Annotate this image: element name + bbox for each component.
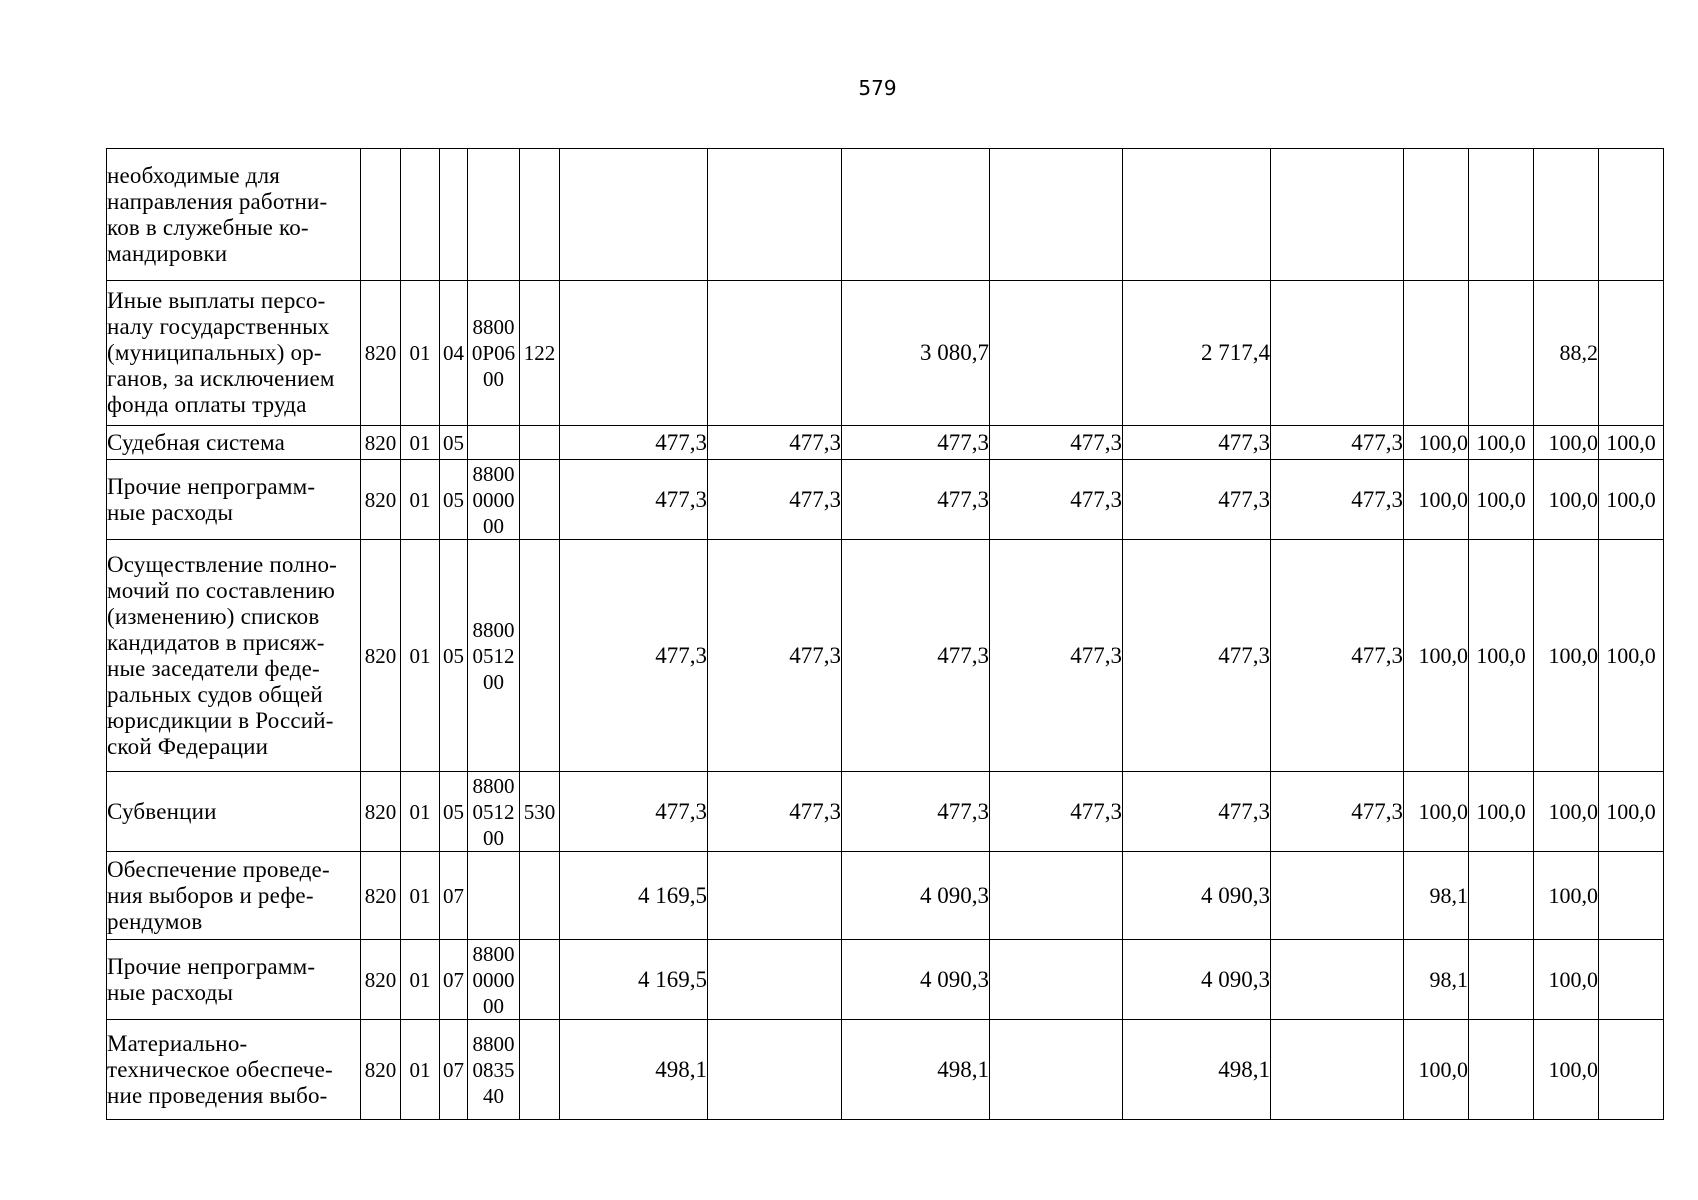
target-article-code-cell	[468, 149, 520, 281]
row-name-line: Прочие непрограмм-	[107, 473, 316, 499]
amount-cell-v5: 4 090,3	[1123, 852, 1271, 940]
amount-cell-v2: 477,3	[708, 772, 842, 852]
amount-cell-v1	[560, 281, 708, 426]
table-row	[107, 1020, 1664, 1120]
row-name-line: (муниципальных) ор-	[107, 340, 322, 365]
percent-cell-p4: 100,0	[1599, 426, 1664, 460]
target-article-code-line: 40	[483, 1083, 504, 1108]
amount-cell-v3: 477,3	[842, 460, 990, 540]
row-name-line: ков в служебные ко-	[107, 214, 309, 240]
section-code-cell: 01	[401, 852, 440, 940]
percent-cell-p1: 100,0	[1404, 772, 1469, 852]
table-body	[107, 149, 1664, 1120]
row-name-cell	[107, 772, 361, 852]
expense-type-code-cell	[520, 940, 560, 1020]
subsection-code-cell: 05	[440, 772, 468, 852]
expense-type-code-cell	[520, 460, 560, 540]
subsection-code-cell	[440, 149, 468, 281]
amount-cell-v5: 477,3	[1123, 772, 1271, 852]
percent-cell-p2	[1469, 149, 1534, 281]
row-name-line: ральных судов общей	[107, 681, 323, 707]
percent-cell-p1: 100,0	[1404, 1020, 1469, 1120]
row-name-line: налу государственных	[107, 314, 330, 339]
percent-cell-p2	[1469, 281, 1534, 426]
amount-cell-v3: 477,3	[842, 426, 990, 460]
target-article-code-line: 8800	[472, 461, 515, 486]
target-article-code-cell	[468, 281, 520, 426]
percent-cell-p4	[1599, 940, 1664, 1020]
grbs-code-cell	[361, 149, 401, 281]
target-article-code-line: 8800	[472, 773, 515, 798]
amount-cell-v3: 4 090,3	[842, 940, 990, 1020]
percent-cell-p4	[1599, 149, 1664, 281]
amount-cell-v2	[708, 1020, 842, 1120]
row-name-line: необходимые для	[107, 162, 281, 188]
row-name-line: ния выборов и рефе-	[107, 882, 314, 908]
amount-cell-v4	[990, 940, 1123, 1020]
row-name-line: Прочие непрограмм-	[107, 953, 316, 979]
percent-cell-p3: 100,0	[1534, 426, 1599, 460]
subsection-code-cell: 05	[440, 540, 468, 772]
amount-cell-v5: 477,3	[1123, 426, 1271, 460]
amount-cell-v4: 477,3	[990, 460, 1123, 540]
target-article-code-line: 0000	[472, 487, 515, 512]
amount-cell-v6	[1271, 149, 1404, 281]
amount-cell-v4	[990, 852, 1123, 940]
target-article-code-line: 00	[483, 513, 504, 538]
grbs-code-cell: 820	[361, 940, 401, 1020]
row-name-line: мандировки	[107, 240, 228, 266]
row-name-line: Иные выплаты персо-	[107, 288, 326, 313]
row-name-line: ные расходы	[107, 979, 234, 1005]
amount-cell-v6: 477,3	[1271, 426, 1404, 460]
amount-cell-v4	[990, 281, 1123, 426]
row-name-line: рендумов	[107, 908, 203, 934]
amount-cell-v1: 477,3	[560, 426, 708, 460]
amount-cell-v6	[1271, 281, 1404, 426]
section-code-cell: 01	[401, 460, 440, 540]
grbs-code-cell: 820	[361, 281, 401, 426]
target-article-code-line: 00	[483, 825, 504, 850]
percent-cell-p3: 100,0	[1534, 1020, 1599, 1120]
row-name-line: Субвенции	[107, 798, 217, 824]
percent-cell-p4	[1599, 1020, 1664, 1120]
page-number: 579	[858, 76, 897, 100]
row-name-cell	[107, 281, 361, 426]
percent-cell-p3: 100,0	[1534, 460, 1599, 540]
amount-cell-v1: 498,1	[560, 1020, 708, 1120]
subsection-code-cell: 07	[440, 1020, 468, 1120]
row-name-line: (изменению) списков	[107, 603, 320, 629]
percent-cell-p2: 100,0	[1469, 772, 1534, 852]
target-article-code-cell	[468, 460, 520, 540]
row-name-line: ные заседатели феде-	[107, 655, 320, 681]
grbs-code-cell: 820	[361, 460, 401, 540]
section-code-cell: 01	[401, 426, 440, 460]
amount-cell-v4: 477,3	[990, 540, 1123, 772]
section-code-cell: 01	[401, 1020, 440, 1120]
target-article-code-line: 00	[483, 993, 504, 1018]
percent-cell-p1: 100,0	[1404, 460, 1469, 540]
percent-cell-p4: 100,0	[1599, 460, 1664, 540]
section-code-cell: 01	[401, 281, 440, 426]
expense-type-code-cell	[520, 540, 560, 772]
amount-cell-v6	[1271, 1020, 1404, 1120]
row-name-line: направления работни-	[107, 188, 328, 214]
section-code-cell: 01	[401, 772, 440, 852]
row-name-line: ние проведения выбо-	[107, 1082, 328, 1108]
row-name-line: Судебная система	[107, 429, 286, 455]
grbs-code-cell: 820	[361, 540, 401, 772]
row-name-cell	[107, 1020, 361, 1120]
target-article-code-line: 8800	[472, 941, 515, 966]
row-name-line: мочий по составлению	[107, 577, 336, 603]
amount-cell-v4: 477,3	[990, 426, 1123, 460]
percent-cell-p4: 100,0	[1599, 540, 1664, 772]
amount-cell-v1	[560, 149, 708, 281]
row-name-line: Осуществление полно-	[107, 551, 338, 577]
percent-cell-p4: 100,0	[1599, 772, 1664, 852]
section-code-cell: 01	[401, 540, 440, 772]
percent-cell-p3: 100,0	[1534, 540, 1599, 772]
amount-cell-v2: 477,3	[708, 426, 842, 460]
grbs-code-cell: 820	[361, 852, 401, 940]
amount-cell-v3	[842, 149, 990, 281]
amount-cell-v4	[990, 149, 1123, 281]
subsection-code-cell: 04	[440, 281, 468, 426]
percent-cell-p2	[1469, 852, 1534, 940]
table-row	[107, 281, 1664, 426]
percent-cell-p1: 100,0	[1404, 426, 1469, 460]
section-code-cell	[401, 149, 440, 281]
row-name-cell	[107, 540, 361, 772]
budget-table	[106, 148, 1664, 1120]
amount-cell-v1: 477,3	[560, 460, 708, 540]
grbs-code-cell: 820	[361, 772, 401, 852]
amount-cell-v3: 477,3	[842, 540, 990, 772]
table-row	[107, 540, 1664, 772]
amount-cell-v3: 477,3	[842, 772, 990, 852]
table-row	[107, 772, 1664, 852]
expense-type-code-cell	[520, 426, 560, 460]
percent-cell-p3: 100,0	[1534, 772, 1599, 852]
row-name-cell	[107, 940, 361, 1020]
table-row	[107, 852, 1664, 940]
row-name-line: Материально-	[107, 1030, 248, 1056]
target-article-code-cell	[468, 540, 520, 772]
amount-cell-v1: 4 169,5	[560, 852, 708, 940]
percent-cell-p2: 100,0	[1469, 460, 1534, 540]
percent-cell-p1: 100,0	[1404, 540, 1469, 772]
row-name-cell	[107, 852, 361, 940]
target-article-code-cell	[468, 1020, 520, 1120]
subsection-code-cell: 07	[440, 940, 468, 1020]
amount-cell-v2	[708, 149, 842, 281]
target-article-code-line: 00	[483, 669, 504, 694]
target-article-code-line: 0512	[472, 643, 515, 668]
percent-cell-p1	[1404, 281, 1469, 426]
expense-type-code-cell	[520, 852, 560, 940]
row-name-line: ской Федерации	[107, 733, 269, 759]
amount-cell-v3: 4 090,3	[842, 852, 990, 940]
amount-cell-v5: 477,3	[1123, 460, 1271, 540]
amount-cell-v6: 477,3	[1271, 772, 1404, 852]
percent-cell-p1	[1404, 149, 1469, 281]
amount-cell-v5: 4 090,3	[1123, 940, 1271, 1020]
expense-type-code-cell	[520, 1020, 560, 1120]
amount-cell-v2	[708, 281, 842, 426]
amount-cell-v3: 3 080,7	[842, 281, 990, 426]
amount-cell-v4: 477,3	[990, 772, 1123, 852]
amount-cell-v6: 477,3	[1271, 460, 1404, 540]
target-article-code-line: 8800	[472, 1031, 515, 1056]
amount-cell-v1: 4 169,5	[560, 940, 708, 1020]
table-row	[107, 149, 1664, 281]
table-row	[107, 940, 1664, 1020]
row-name-cell	[107, 149, 361, 281]
percent-cell-p3: 100,0	[1534, 852, 1599, 940]
target-article-code-line: 8800	[472, 315, 515, 339]
target-article-code-cell	[468, 940, 520, 1020]
row-name-line: ганов, за исключением	[107, 366, 335, 391]
percent-cell-p3: 100,0	[1534, 940, 1599, 1020]
target-article-code-line: 0000	[472, 967, 515, 992]
row-name-cell	[107, 460, 361, 540]
table-row	[107, 460, 1664, 540]
amount-cell-v6	[1271, 940, 1404, 1020]
percent-cell-p3	[1534, 149, 1599, 281]
subsection-code-cell: 07	[440, 852, 468, 940]
amount-cell-v3: 498,1	[842, 1020, 990, 1120]
target-article-code-line: 0512	[472, 799, 515, 824]
row-name-line: фонда оплаты труда	[107, 392, 307, 417]
amount-cell-v4	[990, 1020, 1123, 1120]
subsection-code-cell: 05	[440, 426, 468, 460]
percent-cell-p2	[1469, 1020, 1534, 1120]
amount-cell-v5: 498,1	[1123, 1020, 1271, 1120]
row-name-line: техническое обеспече-	[107, 1056, 333, 1082]
percent-cell-p2: 100,0	[1469, 540, 1534, 772]
percent-cell-p1: 98,1	[1404, 940, 1469, 1020]
amount-cell-v5: 477,3	[1123, 540, 1271, 772]
target-article-code-line: 0Р06	[471, 341, 516, 365]
row-name-line: юрисдикции в Россий-	[107, 707, 334, 733]
subsection-code-cell: 05	[440, 460, 468, 540]
grbs-code-cell: 820	[361, 426, 401, 460]
expense-type-code-cell: 530	[520, 772, 560, 852]
target-article-code-line: 00	[483, 367, 504, 391]
section-code-cell: 01	[401, 940, 440, 1020]
row-name-line: кандидатов в присяж-	[107, 629, 325, 655]
percent-cell-p1: 98,1	[1404, 852, 1469, 940]
percent-cell-p2	[1469, 940, 1534, 1020]
target-article-code-line: 0835	[472, 1057, 515, 1082]
amount-cell-v5: 2 717,4	[1123, 281, 1271, 426]
amount-cell-v2	[708, 940, 842, 1020]
percent-cell-p2: 100,0	[1469, 426, 1534, 460]
amount-cell-v1: 477,3	[560, 540, 708, 772]
amount-cell-v1: 477,3	[560, 772, 708, 852]
target-article-code-cell	[468, 852, 520, 940]
percent-cell-p4	[1599, 281, 1664, 426]
percent-cell-p3: 88,2	[1534, 281, 1599, 426]
target-article-code-cell	[468, 426, 520, 460]
expense-type-code-cell	[520, 149, 560, 281]
percent-cell-p4	[1599, 852, 1664, 940]
row-name-line: Обеспечение проведе-	[107, 856, 330, 882]
amount-cell-v2: 477,3	[708, 540, 842, 772]
amount-cell-v2	[708, 852, 842, 940]
table-row	[107, 426, 1664, 460]
target-article-code-cell	[468, 772, 520, 852]
amount-cell-v6: 477,3	[1271, 540, 1404, 772]
grbs-code-cell: 820	[361, 1020, 401, 1120]
target-article-code-line: 8800	[472, 617, 515, 642]
expense-type-code-cell: 122	[520, 281, 560, 426]
row-name-line: ные расходы	[107, 499, 234, 525]
amount-cell-v2: 477,3	[708, 460, 842, 540]
row-name-cell	[107, 426, 361, 460]
amount-cell-v5	[1123, 149, 1271, 281]
amount-cell-v6	[1271, 852, 1404, 940]
